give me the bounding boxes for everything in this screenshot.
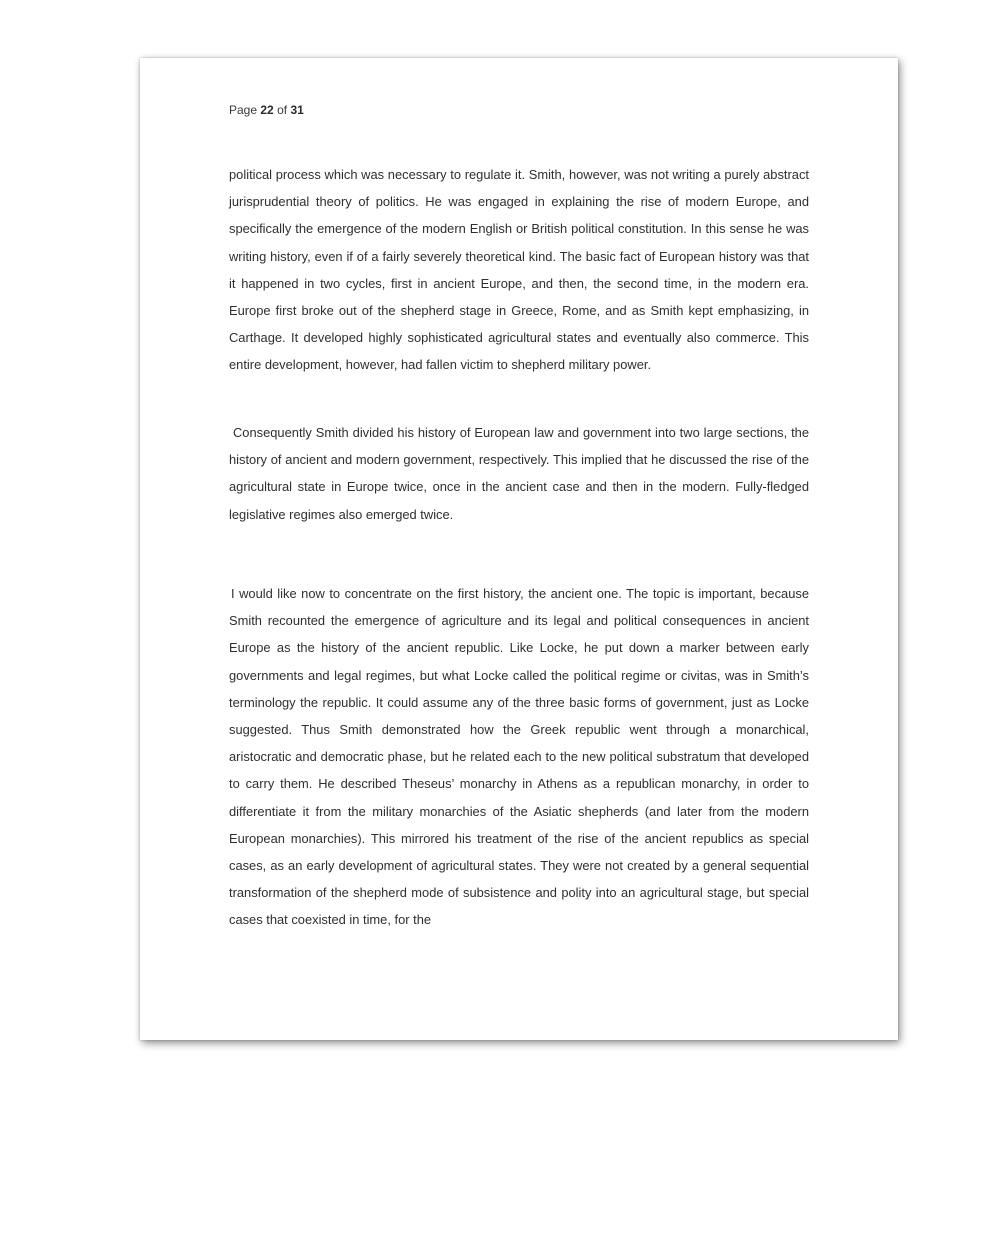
document-page [140,58,898,1040]
current-page-number: 22 [260,103,274,117]
page-of-label: of [277,103,288,117]
paragraph-text: I would like now to concentrate on the first history, the ancient one. The topic is important, because Smith recounted the emergence of agriculture and its legal and political consequences in ancient Europe as the history of the ancient republic. Like Locke, he put down a marker between early governments and legal regimes, but what Locke called the political regime or civitas, was in Smith’s terminology the republic. It could assume any of the three basic forms of government, just as Locke suggested. Thus Smith demonstrated how the Greek republic went through a monarchical, aristocratic and democratic phase, but he related each to the new political substratum that developed to carry them. He described Theseus’ monarchy in Athens as a republican monarchy, in order to differentiate it from the military monarchies of the Asiatic shepherds (and later from the modern European monarchies). This mirrored his treatment of the rise of the ancient republics as special cases, as an early development of agricultural states. They were not created by a general sequential transformation of the shepherd mode of subsistence and polity into an agricultural stage, but special cases that coexisted in time, for the [229,586,809,928]
paragraph-2 [229,419,809,528]
total-pages-number: 31 [290,103,304,117]
page-header [229,103,304,117]
paragraph-1 [229,161,809,379]
paragraph-text: political process which was necessary to regulate it. Smith, however, was not writing a purely abstract jurisprudential theory of politics. He was engaged in explaining the rise of modern Europe, and specifically the emergence of the modern English or British political constitution. In this sense he was writing history, even if of a fairly severely theoretical kind. The basic fact of European history was that it happened in two cycles, first in ancient Europe, and then, the second time, in the modern era. Europe first broke out of the shepherd stage in Greece, Rome, and as Smith kept emphasizing, in Carthage. It developed highly sophisticated agricultural states and eventually also commerce. This entire development, however, had fallen victim to shepherd military power. [229,167,809,373]
page-label: Page [229,103,258,117]
paragraph-text: Consequently Smith divided his history of European law and government into two large sections, the history of ancient and modern government, respectively. This implied that he discussed the rise of the agricultural state in Europe twice, once in the ancient case and then in the modern. Fully-fledged legislative regimes also emerged twice. [229,425,809,522]
paragraph-3 [229,580,809,934]
